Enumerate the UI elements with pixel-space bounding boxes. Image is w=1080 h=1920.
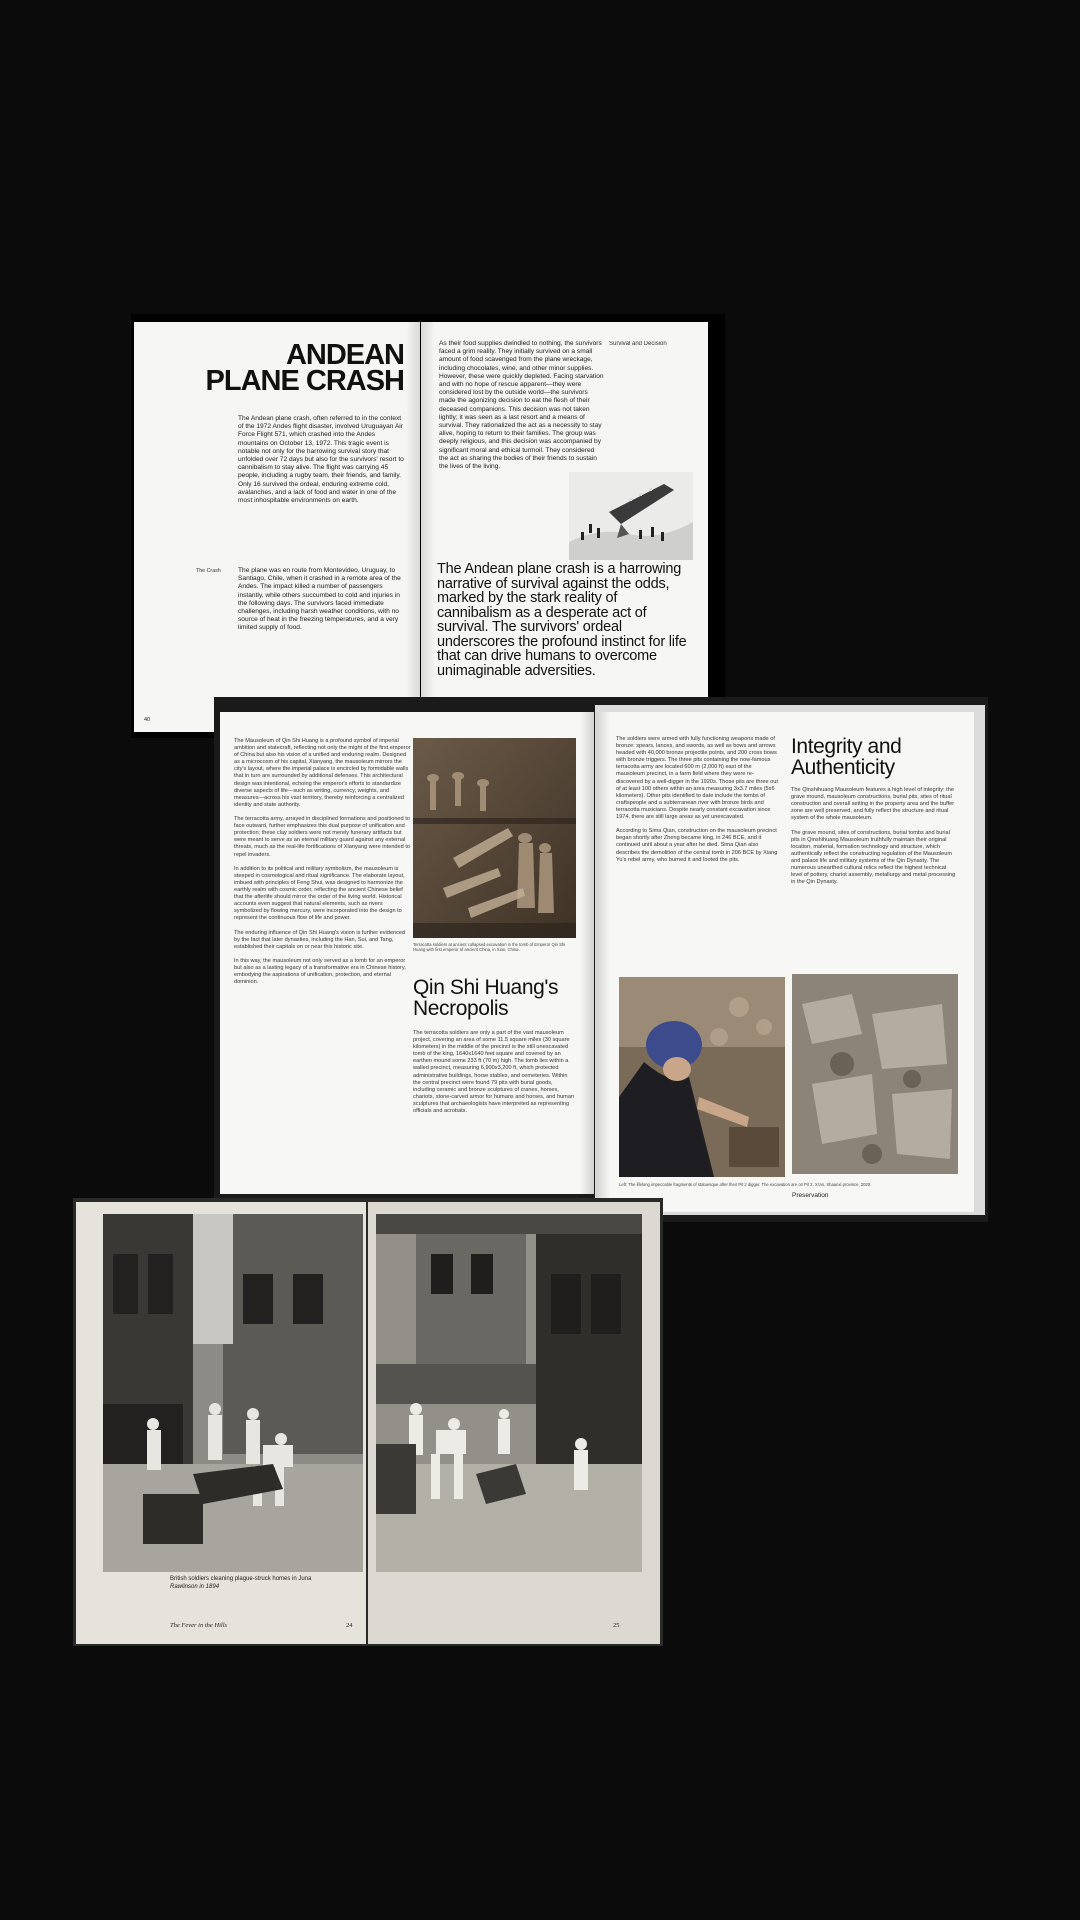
intro-paragraph: The Andean plane crash, often referred to in the context of the 1972 Andes flight disaster, involved Uruguayan Air Force Flight 571, which crashed into the Andes mountains on October 13, 1972. This tragic event is notable not only for the harrowing survival story that unfolded over 72 days but also for the survivors' resort to cannibalism to stay alive. The flight was carrying 45 people, including a rugby team, their friends, and family. Only 16 survived the ordeal, enduring extreme cold, avalanches, and a lack of food and water in one of the most inhospitable environments on earth. [238,415,404,505]
caption-line-1: British soldiers cleaning plague-struck homes in Juna [170,1576,312,1582]
page-number: 40 [144,717,151,723]
wreckage-image [569,472,693,560]
qin-right-page [596,712,974,1212]
running-footer: The Fever in the Hills [170,1622,228,1629]
survival-section-label: Survival and Decision [609,341,667,347]
crash-wreckage-photo [569,472,693,560]
necropolis-heading: Qin Shi Huang's Necropolis [413,976,559,1020]
andean-left-page [134,322,420,732]
survival-paragraph: As their food supplies dwindled to nothing, the survivors faced a grim reality. They initially survived on a small amount of food scavenged from the plane wreckage, including chocolates, wine, and other minor supplies. However, these were quickly depleted. Facing starvation and with no hope of rescue apparent—they were considered lost by the outside world—the survivors made the agonizing decision to eat the flesh of their deceased companions. This decision was not taken lightly; it was seen as a last resort and a means of survival. They rationalized the act as a necessity to stay alive, hoping to return to their families. The group was deeply religious, and this decision was accompanied by significant moral and ethical turmoil. They considered the act as sharing the bodies of their friends to sustain the lives of the living. [439,340,604,471]
terracotta-image [413,738,576,938]
mausoleum-column-text: The Mausoleum of Qin Shi Huang is a profound symbol of imperial ambition and statecraft, reflecting not only the might of the first emperor of China but also his vision of a unified and enduring realm. Designed as a microcosm of his capital, Xianyang, the mausoleum mirrors the city's layout, where the imperial palace is encircled by formidable walls that in turn are surrounded by additional defenses. This architectural design was intentional, echoing the emperor's efforts to standardize diverse aspects of life—such as writing, currency, weights, and measures—across his vast territory, thereby reinforcing a centralized identity and state authority. The terracotta army, arrayed in disciplined formations and positioned to face outward, further emphasizes this dual purpose of unification and protection; these clay soldiers were not merely funerary artifacts but were meant to serve as an eternal military guard against any external threats, much as the real-life fortifications of Xianyang were intended to repel invaders. In addition to its political and military symbolism, the mausoleum is steeped in cosmological and ritual significance. The elaborate layout, imbued with principles of Feng Shui, was designed to harmonize the earthly realm with cosmic order, reflecting the ancient Chinese belief that the afterlife should mirror the order of the living world. Historical accounts even suggest that natural elements, such as rivers symbolized by flowing mercury, were incorporated into the design to represent the continuous flow of life and power. The enduring influence of Qin Shi Huang's vision is further evidenced by the fact that later dynasties, including the Han, Sui, and Tang, established their capitals on or near this historic site. In this way, the mausoleum not only served as a tomb for an emperor but also as a lasting legacy of a transformative era in Chinese history, embodying the aspirations of unification, protection, and eternal dominion. [234,738,411,986]
gutter-shadow [596,712,610,1212]
street-image-left [103,1214,363,1572]
photo-caption [170,1575,360,1591]
fragments-image [792,974,958,1174]
necropolis-paragraph: The terracotta soldiers are only a part of the vast mausoleum project, covering an area of some 11.5 square miles (30 square kilometers) in the middle of the precinct is the still unexcavated tomb of the king, 1640x1640 feet square and covered by an earthen mound some 233 ft (70 m) high. The tomb lies within a walled precinct, measuring 6,900x3,200 ft, which protected administrative buildings, horse stables, and cemeteries. Within the central precinct were found 79 pits with burial goods, including ceramic and bronze sculptures of cranes, horses, chariots, stone-carved armor for humans and horses, and human sculptures that archaeologists have interpreted as representing officials and acrobats. [413,1030,575,1115]
worker-image [619,977,785,1177]
caption-line-2: Rawlinson in 1894 [170,1584,220,1590]
page-number-left: 24 [346,1622,353,1629]
fever-left-page [76,1202,366,1644]
gutter-shadow [580,712,594,1194]
excavation-worker-photo [619,977,785,1177]
excavation-fragments-photo [792,974,958,1174]
page-number-right: 25 [613,1622,620,1629]
andean-right-page [421,322,708,732]
integrity-heading: Integrity and Authenticity [791,735,902,779]
pull-quote: The Andean plane crash is a harrowing narrative of survival against the odds, marked by the stark reality of cannibalism as a desperate act of survival. The survivors' ordeal underscores the profound instinct for life that can drive humans to overcome unimaginable adversities. [437,562,687,679]
article-title: ANDEAN PLANE CRASH [205,339,404,398]
gutter-shadow [406,322,420,732]
fever-right-page [368,1202,660,1644]
plague-cleanup-photo-left [103,1214,363,1572]
crash-side-label: The Crash [196,568,221,574]
street-image-right [376,1214,642,1572]
gutter-shadow [421,322,435,732]
terracotta-photo-caption: Terracotta soldiers at ancient collapsed excavation in the tomb of Emperor Qin Shi Huang with first emperor of ancient China, in Xian, China. [413,942,566,953]
plague-cleanup-photo-right [376,1214,642,1572]
crash-paragraph: The plane was en route from Montevideo, Uruguay, to Santiago, Chile, when it crashed in a remote area of the Andes. The impact killed a number of passengers instantly, while others succumbed to cold and injuries in the following days. The survivors faced immediate challenges, including harsh weather conditions, with no source of heat in the freezing temperatures, and a very limited supply of food. [238,567,401,632]
terracotta-soldiers-photo [413,738,576,938]
soldiers-column-text: The soldiers were armed with fully functioning weapons made of bronze: spears, lances, and swords, as well as bows and arrows headed with 40,000 bronze projectile points, and 200 cross bows with bronze triggers. The three pits containing the now-famous terracotta army are located 600 m (2,000 ft) east of the mausoleum precinct, in a farm field where they were re-discovered by a well-digger in the 1920s. Those pits are three out of at least 100 others within an area measuring 3x3.7 miles (5x6 kilometers). Other pits identified to date include the tombs of craftspeople and a subterranean river with bronze birds and terracotta musicians. Despite nearly constant excavation since 1974, there are still large areas as yet unexcavated. According to Sima Qian, construction on the mausoleum precinct began shortly after Zheng became king, in 246 BCE, and it continued until about a year after he died. Sima Qian also describes the demolition of the central tomb in 206 BCE by Xiang Yu's rebel army, who burned it and looted the pits. [616,736,778,863]
integrity-paragraph: The Qinshihuang Mausoleum features a high level of integrity: the grave mound, mausoleum constructions, burial pits, sites of ritual construction and overall setting in the property area and the buffer zone are well preserved, and fully reflect the structure and ritual system of the whole mausoleum. The grave mound, sites of constructions, burial tombs and burial pits in Qinshihuang Mausoleum truthfully maintain their original location, material, formation technology and structure, which authentically reflect the constructing regulation of the Mausoleum and palace life and military systems of the Qin Dynasty. The numerous unearthed cultural relics reflect the highest technical level of pottery, chariot assembly, metallurgy and metal processing in the Qin Dynasty. [791,787,956,886]
section-footer: Preservation [792,1192,829,1199]
qin-left-page [220,712,594,1194]
excavation-caption: Left: The lifelong impeccable fragments of statuesque after their Pit 2 digger. The excavation are on Pit 2, Xi'an, Shaanxi province, 2020. [619,1182,872,1187]
